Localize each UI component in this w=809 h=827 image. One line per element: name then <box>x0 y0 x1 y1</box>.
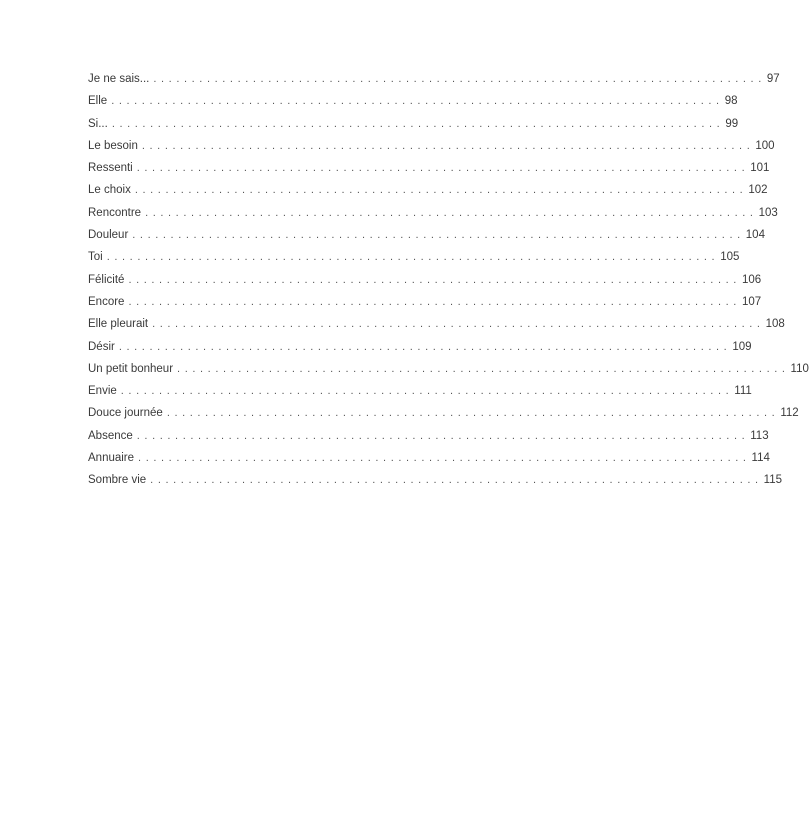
toc-entry[interactable] <box>88 380 752 402</box>
toc-entry[interactable] <box>88 224 765 246</box>
table-of-contents <box>88 68 809 492</box>
toc-entry-title: Sombre vie <box>88 474 147 487</box>
toc-dot-leader: ................................................................................ <box>153 73 766 85</box>
toc-entry-title: Elle pleurait <box>88 318 149 331</box>
toc-entry[interactable] <box>88 469 783 491</box>
toc-entry-title: Je ne sais... <box>88 73 150 85</box>
toc-entry-page-number: 103 <box>758 206 778 219</box>
toc-entry[interactable] <box>88 313 785 335</box>
toc-entry-title: Encore <box>88 295 125 308</box>
toc-entry-title: Un petit bonheur <box>88 362 174 375</box>
toc-entry[interactable] <box>88 90 738 112</box>
toc-entry-title: Si... <box>88 117 108 130</box>
toc-entry-title: Félicité <box>88 273 125 286</box>
toc-entry-page-number: 114 <box>751 452 770 465</box>
toc-entry-page-number: 97 <box>766 73 780 85</box>
toc-entry[interactable] <box>88 246 740 268</box>
toc-entry-title: Elle <box>88 95 108 108</box>
toc-entry[interactable] <box>88 425 769 447</box>
toc-entry-page-number: 104 <box>745 229 765 242</box>
toc-entry-page-number: 111 <box>734 385 752 398</box>
toc-entry[interactable] <box>88 113 739 135</box>
toc-entry-page-number: 98 <box>724 95 738 108</box>
toc-entry-title: Toi <box>88 251 103 264</box>
toc-entry-title: Désir <box>88 340 115 353</box>
toc-entry-page-number: 115 <box>763 474 783 487</box>
toc-entry-title: Douleur <box>88 229 129 242</box>
toc-dot-leader: ................................................................................ <box>138 452 751 465</box>
toc-entry[interactable] <box>88 135 775 157</box>
toc-entry-title: Ressenti <box>88 162 133 175</box>
toc-dot-leader: ................................................................................ <box>111 95 724 108</box>
toc-entry-page-number: 105 <box>720 251 740 264</box>
toc-entry[interactable] <box>88 157 770 179</box>
toc-entry-page-number: 110 <box>790 362 809 375</box>
toc-entry-title: Le besoin <box>88 139 138 152</box>
toc-entry-page-number: 112 <box>780 407 799 420</box>
toc-entry-page-number: 113 <box>750 429 769 442</box>
toc-entry-page-number: 106 <box>741 273 762 286</box>
toc-dot-leader: ................................................................................ <box>136 162 750 175</box>
toc-entry[interactable] <box>88 336 752 358</box>
toc-entry-title: Annuaire <box>88 452 135 465</box>
toc-entry[interactable] <box>88 68 780 90</box>
toc-entry-page-number: 108 <box>765 318 785 331</box>
toc-dot-leader: ................................................................................ <box>111 117 725 130</box>
toc-dot-leader: ................................................................................ <box>128 295 741 308</box>
toc-entry-page-number: 109 <box>732 340 752 353</box>
toc-entry[interactable] <box>88 202 778 224</box>
toc-dot-leader: ................................................................................ <box>106 251 720 264</box>
toc-entry-title: Envie <box>88 385 117 398</box>
toc-entry-title: Rencontre <box>88 206 142 219</box>
toc-entry-page-number: 101 <box>750 162 770 175</box>
toc-dot-leader: ................................................................................ <box>128 273 741 286</box>
toc-entry-page-number: 107 <box>741 295 762 308</box>
toc-entry-title: Douce journée <box>88 407 163 420</box>
toc-dot-leader: ................................................................................ <box>134 184 748 197</box>
toc-entry-page-number: 102 <box>748 184 768 197</box>
toc-dot-leader: ................................................................................ <box>136 429 750 442</box>
toc-dot-leader: ................................................................................ <box>150 474 763 487</box>
toc-dot-leader: ................................................................................ <box>118 340 732 353</box>
toc-entry-page-number: 99 <box>725 117 739 130</box>
toc-entry-title: Absence <box>88 429 133 442</box>
toc-dot-leader: ................................................................................ <box>166 407 780 420</box>
toc-dot-leader: ................................................................................ <box>141 139 755 152</box>
toc-entry[interactable] <box>88 402 799 424</box>
toc-dot-leader: ................................................................................ <box>145 206 758 219</box>
toc-entry[interactable] <box>88 291 762 313</box>
toc-entry[interactable] <box>88 269 762 291</box>
toc-entry-title: Le choix <box>88 184 131 197</box>
toc-entry[interactable] <box>88 179 768 201</box>
toc-entry[interactable] <box>88 358 809 380</box>
toc-dot-leader: ................................................................................ <box>152 318 765 331</box>
toc-entry[interactable] <box>88 447 770 469</box>
toc-entry-page-number: 100 <box>755 139 775 152</box>
toc-dot-leader: ................................................................................ <box>132 229 745 242</box>
toc-dot-leader: ................................................................................ <box>120 385 734 398</box>
toc-dot-leader: ................................................................................ <box>177 362 790 375</box>
